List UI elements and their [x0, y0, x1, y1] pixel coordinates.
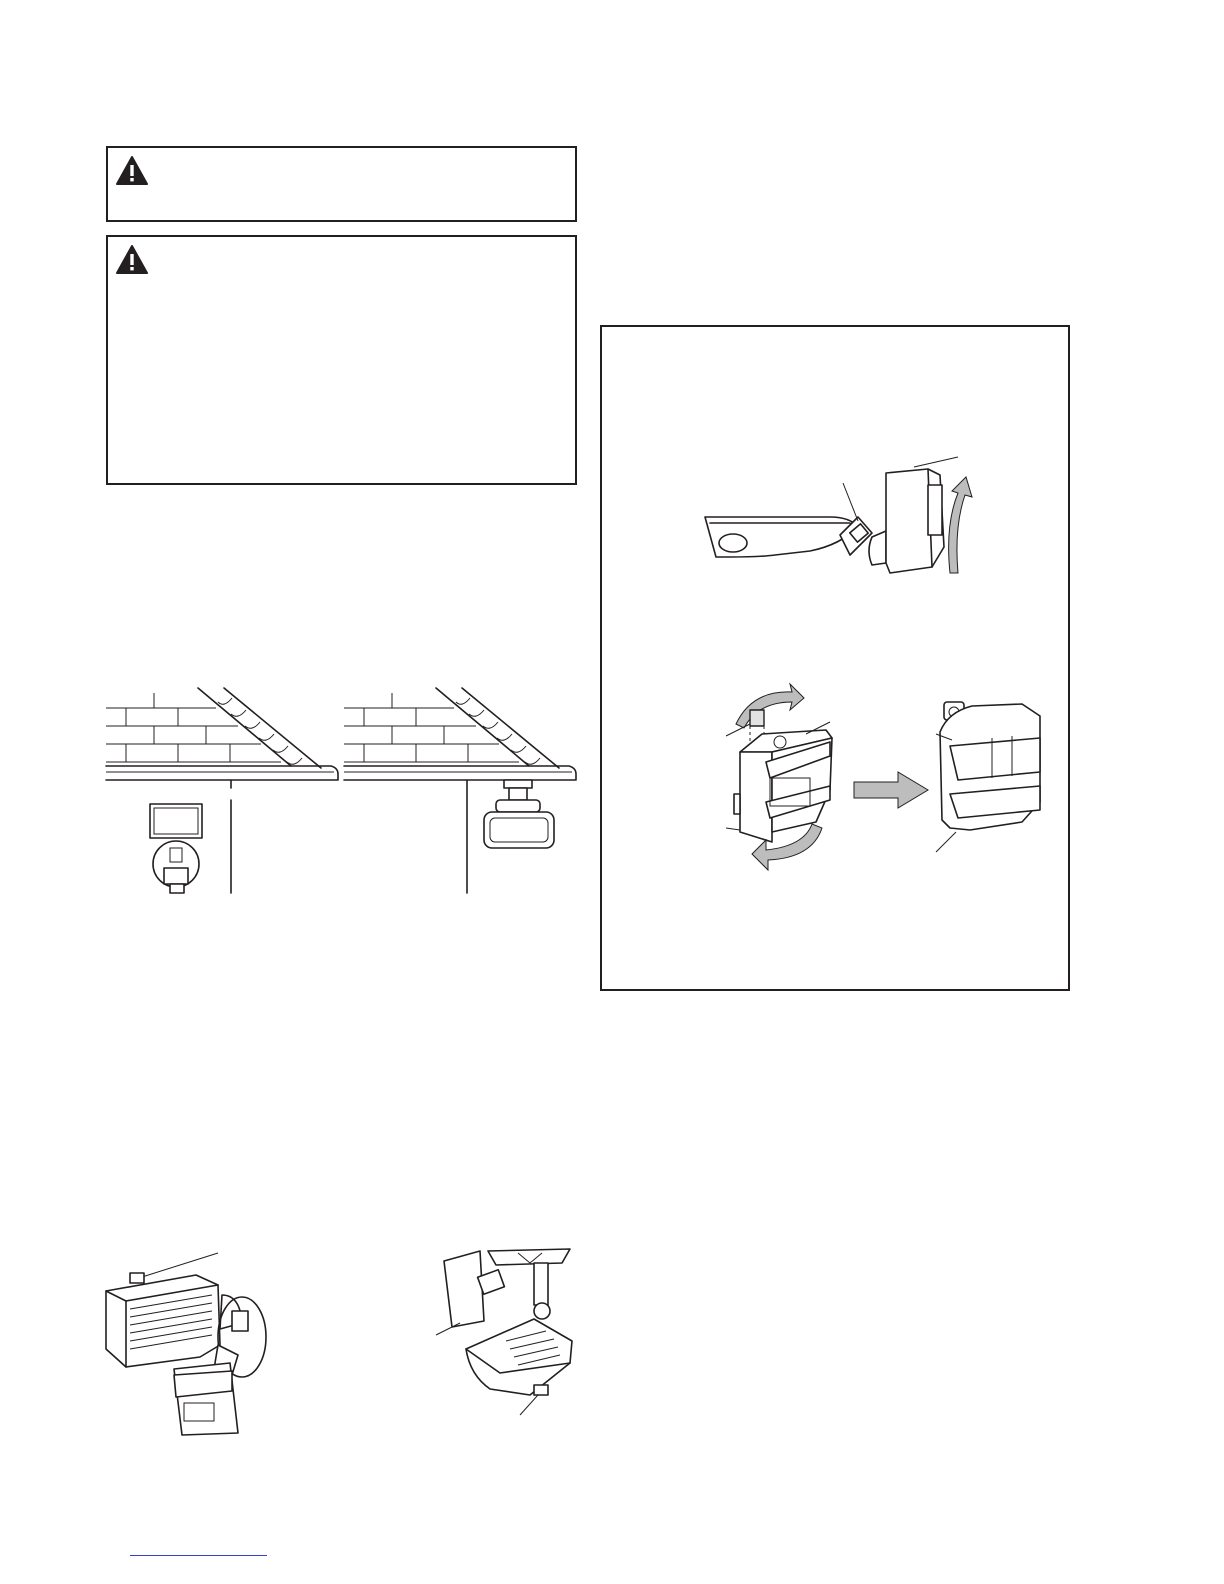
sensor-rotate-illustration: [722, 682, 1052, 872]
sensor-tilt-illustration: [700, 455, 990, 595]
warning-box-danger: [106, 235, 577, 485]
wall-mount-illustration: [106, 688, 342, 893]
brick-wall: [344, 693, 519, 762]
warning-box-caution: [106, 146, 577, 222]
footer-link-underline[interactable]: [130, 1555, 267, 1556]
sensor-adjustment-box: [600, 325, 1070, 991]
brick-wall: [106, 693, 281, 762]
eave-mount-illustration: [344, 688, 580, 893]
warning-triangle-icon: [116, 156, 148, 186]
eave-lamp-illustration: [430, 1245, 580, 1425]
warning-triangle-icon: [116, 245, 148, 275]
wall-lamp-illustration: [100, 1245, 280, 1435]
